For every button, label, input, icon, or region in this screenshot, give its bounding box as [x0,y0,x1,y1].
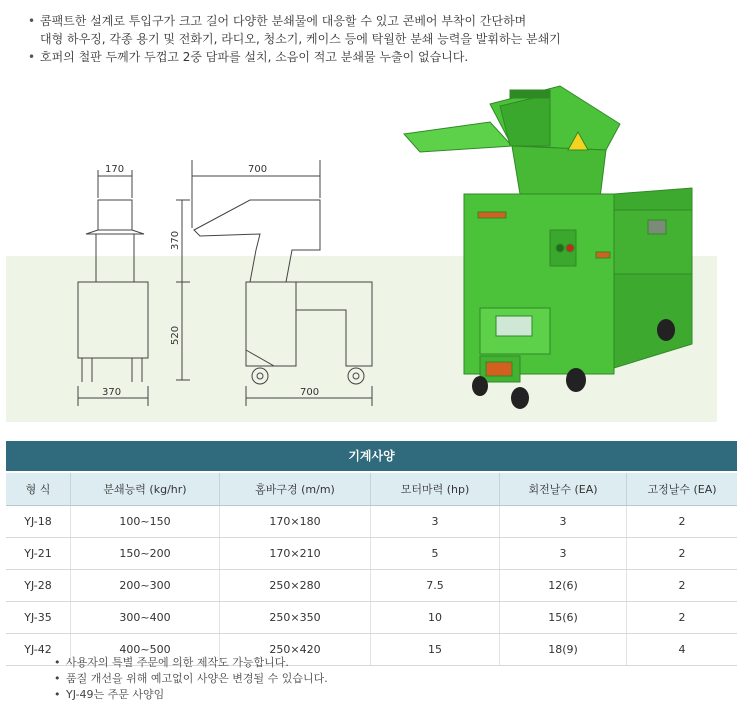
table-row [6,602,737,634]
cell-rotating-blades: 3 [500,538,627,570]
cell-fixed-blades: 2 [627,538,738,570]
cell-fixed-blades: 2 [627,570,738,602]
table-row [6,506,737,538]
spec-table-title: 기계사양 [6,441,737,471]
cell-hopper: 170×210 [220,538,371,570]
cell-model: YJ-35 [6,602,71,634]
cell-motor: 5 [371,538,500,570]
machine-photo [400,80,700,415]
spec-notes [54,655,328,703]
cell-capacity: 400~500 [71,634,220,666]
cell-rotating-blades: 12(6) [500,570,627,602]
cell-fixed-blades: 2 [627,602,738,634]
cell-hopper: 250×350 [220,602,371,634]
header-rotating-blades: 회전날수 (EA) [500,473,627,506]
cell-capacity: 200~300 [71,570,220,602]
cell-capacity: 300~400 [71,602,220,634]
note-item: • YJ-49는 주문 사양임 [54,687,328,703]
cell-model: YJ-18 [6,506,71,538]
header-capacity: 분쇄능력 (kg/hr) [71,473,220,506]
cell-capacity: 100~150 [71,506,220,538]
intro-text [26,12,561,66]
intro-bullet-1: • 콤팩트한 설계로 투입구가 크고 길어 다양한 분쇄물에 대응할 수 있고 콘베어 부착이 간단하며 [26,12,561,30]
intro-bullet-1-continued: 대형 하우징, 각종 용기 및 전화기, 라디오, 청소기, 케이스 등에 탁월한 분쇄 능력을 발휘하는 분쇄기 [40,32,561,46]
dim-lower-height: 520 [170,325,181,345]
cell-motor: 3 [371,506,500,538]
dim-front-top: 170 [105,164,125,175]
cell-rotating-blades: 3 [500,506,627,538]
cell-hopper: 250×420 [220,634,371,666]
cell-model: YJ-28 [6,570,71,602]
table-row [6,570,737,602]
cell-capacity: 150~200 [71,538,220,570]
cell-rotating-blades: 15(6) [500,602,627,634]
cell-fixed-blades: 2 [627,506,738,538]
header-motor: 모터마력 (hp) [371,473,500,506]
header-fixed-blades: 고정날수 (EA) [627,473,738,506]
header-hopper: 홈바구경 (m/m) [220,473,371,506]
dim-side-top: 700 [248,164,268,175]
cell-hopper: 250×280 [220,570,371,602]
cell-fixed-blades: 4 [627,634,738,666]
spec-table [6,473,737,666]
cell-motor: 7.5 [371,570,500,602]
header-model: 형 식 [6,473,71,506]
cell-motor: 10 [371,602,500,634]
note-item: • 사용자의 특별 주문에 의한 제작도 가능합니다. [54,655,328,671]
dimension-drawing [60,150,390,410]
intro-bullet-2: • 호퍼의 철판 두께가 두껍고 2중 담파를 설치, 소음이 적고 분쇄물 누출이 없습니다. [26,48,561,66]
dim-upper-height: 370 [170,230,181,250]
cell-model: YJ-21 [6,538,71,570]
spec-table-header-row [6,473,737,506]
dim-front-bottom: 370 [102,387,122,398]
cell-motor: 15 [371,634,500,666]
note-item: • 품질 개선을 위해 예고없이 사양은 변경될 수 있습니다. [54,671,328,687]
dim-side-bottom: 700 [300,387,320,398]
cell-rotating-blades: 18(9) [500,634,627,666]
cell-hopper: 170×180 [220,506,371,538]
cell-model: YJ-42 [6,634,71,666]
table-row [6,538,737,570]
